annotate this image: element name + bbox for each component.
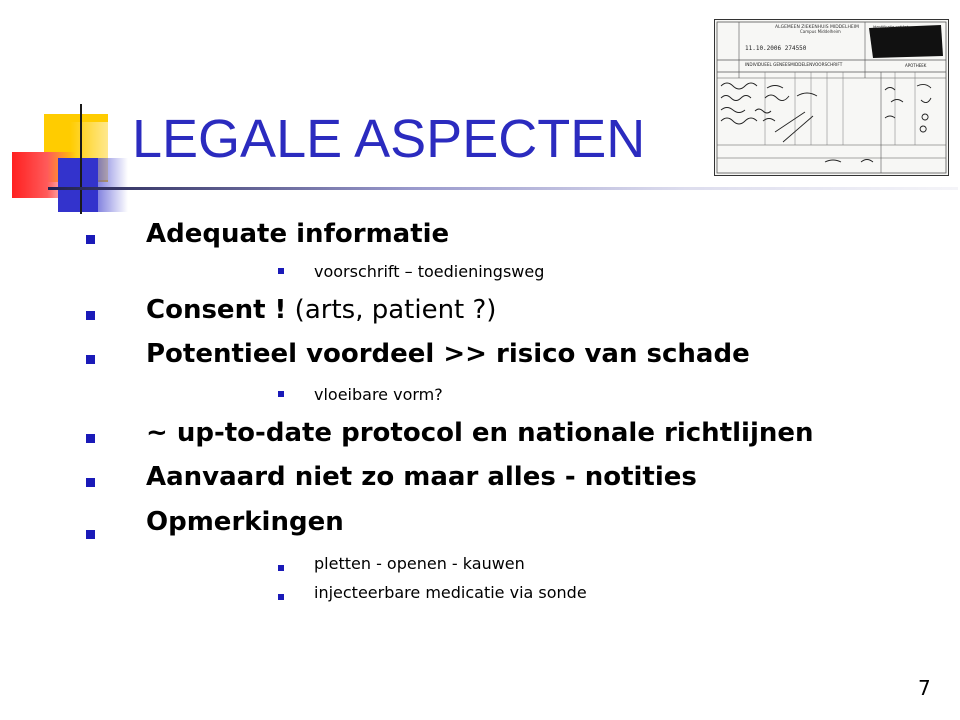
rx-apotheek-label: APOTHEEK	[905, 63, 927, 68]
page-number: 7	[918, 676, 931, 700]
bullet-text: injecteerbare medicatie via sonde	[314, 583, 587, 602]
rx-date-stamp: 11.10.2006 274550	[745, 45, 807, 52]
bullet-item	[146, 507, 344, 537]
bullet-text-suffix: (arts, patient ?)	[286, 295, 497, 325]
decor-blue-fade	[98, 158, 128, 212]
rx-form-title: INDIVIDUEEL GENEESMIDDELENVOORSCHRIFT	[745, 62, 843, 67]
sub-bullet-item	[314, 385, 443, 404]
sub-bullet-item	[314, 262, 544, 281]
prescription-form-image	[714, 19, 949, 176]
bullet-item	[146, 418, 814, 448]
bullet-text: Opmerkingen	[146, 507, 344, 537]
slide-title: LEGALE ASPECTEN	[132, 109, 646, 169]
rx-header-line1: ALGEMEEN ZIEKENHUIS MIDDELHEIM	[775, 25, 859, 30]
sub-bullet-item	[314, 554, 525, 573]
bullet-item	[146, 295, 496, 325]
bullet-marker	[86, 434, 95, 443]
bullet-marker	[86, 355, 95, 364]
bullet-item	[146, 219, 449, 249]
prescription-form-drawing	[715, 20, 948, 175]
bullet-marker	[86, 311, 95, 320]
bullet-item	[146, 462, 697, 492]
bullet-text: vloeibare vorm?	[314, 385, 443, 404]
bullet-marker	[86, 235, 95, 244]
bullet-text: Potentieel voordeel >> risico van schade	[146, 339, 750, 369]
rx-header-line2: Campus Middelheim	[800, 29, 841, 34]
bullet-text: Consent !	[146, 295, 287, 325]
bullet-text: Adequate informatie	[146, 219, 450, 249]
bullet-text: ~ up-to-date protocol en nationale richtlijnen	[146, 418, 814, 448]
sub-bullet-item	[314, 583, 587, 602]
bullet-marker	[278, 391, 284, 397]
bullet-text: Aanvaard niet zo maar alles - notities	[146, 462, 697, 492]
title-underline	[48, 187, 958, 190]
bullet-marker	[86, 478, 95, 487]
bullet-item	[146, 339, 750, 369]
bullet-marker	[278, 268, 284, 274]
bullet-text: pletten - openen - kauwen	[314, 554, 525, 573]
bullet-text: voorschrift – toedieningsweg	[314, 262, 545, 281]
rx-identificatie-label: Identificatie patiënt	[873, 25, 909, 29]
bullet-marker	[86, 530, 95, 539]
decor-blue-square	[58, 158, 98, 212]
bullet-marker	[278, 594, 284, 600]
decor-vertical-line	[80, 104, 82, 214]
bullet-marker	[278, 565, 284, 571]
